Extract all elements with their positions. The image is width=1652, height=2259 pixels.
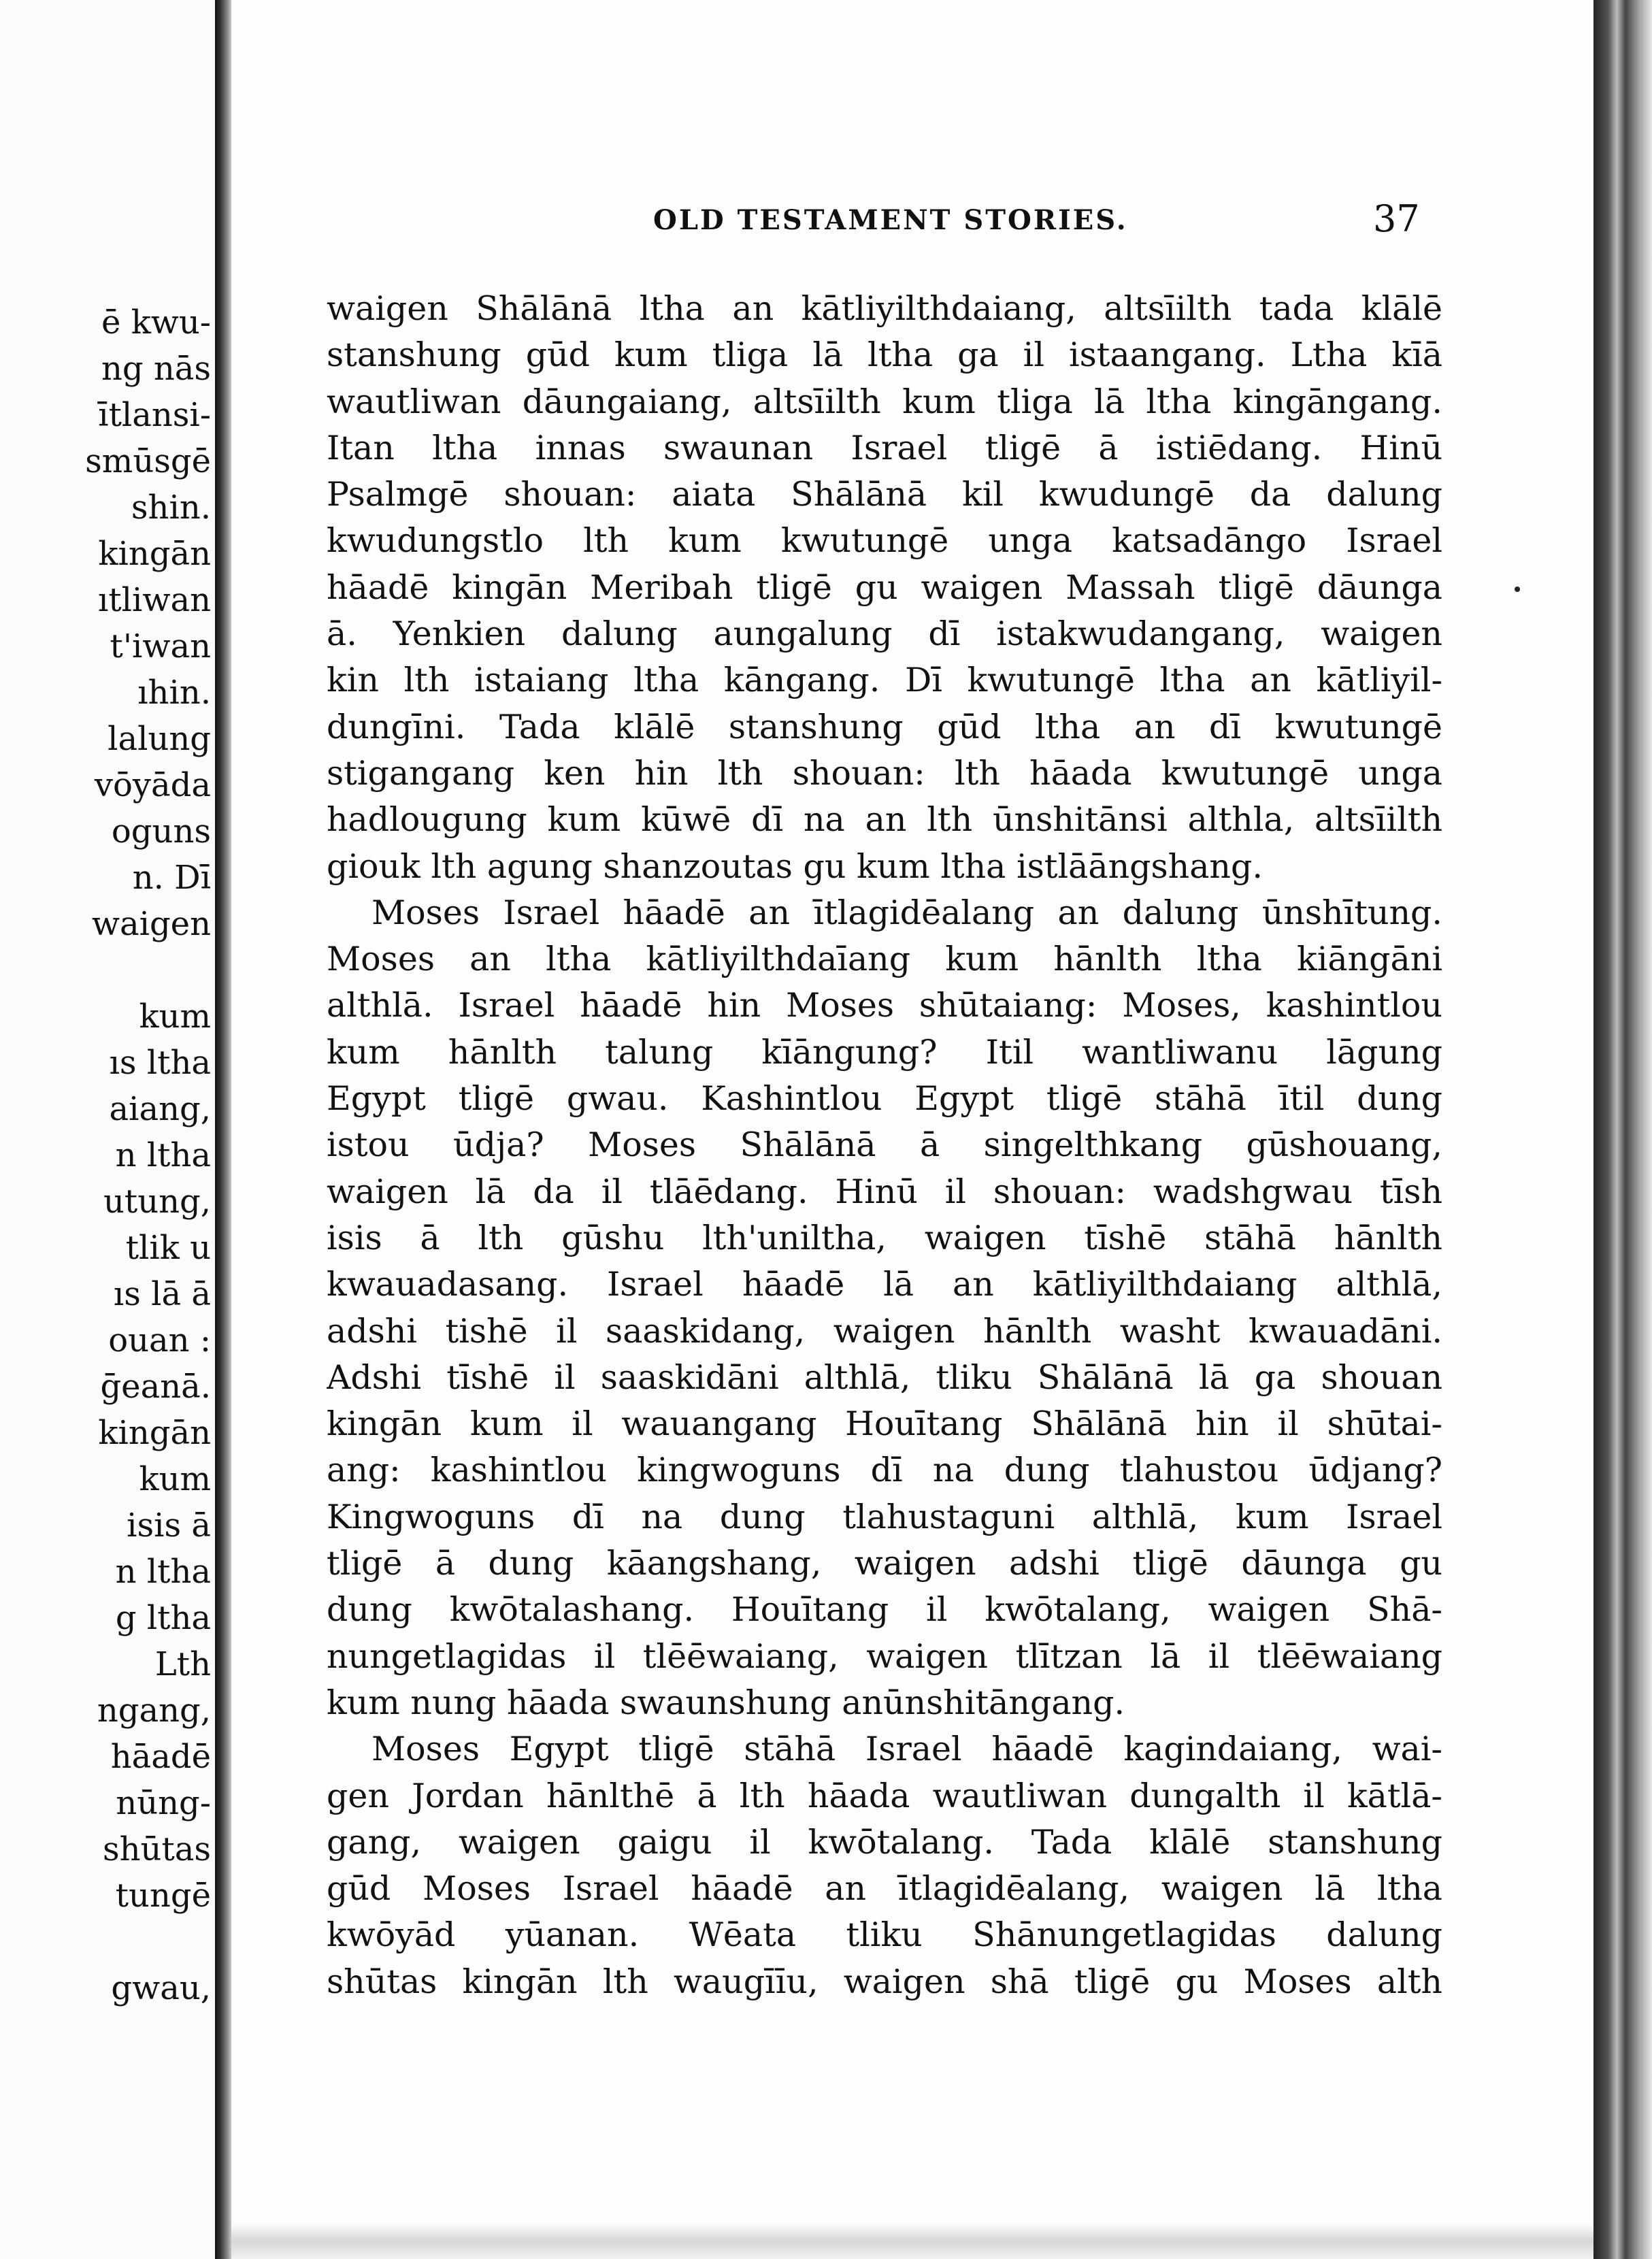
book-gutter [215,0,233,2259]
left-page-line: kingān [98,535,211,573]
body-text-line: Moses an ltha kātliyilthdaīang kum hānlth ltha kiāngāni [327,940,1442,979]
left-facing-page [0,0,218,2259]
left-page-line: kingān [98,1414,211,1452]
page-stack-edge [1593,0,1652,2259]
left-page-line: gwau, [111,1969,211,2007]
left-page-line: shūtas [103,1830,211,1868]
left-page-line [0,1919,216,1965]
body-text-line: dung kwōtalashang. Houītang il kwōtalang, waigen Shā- [327,1590,1442,1630]
left-page-line: n ltha [115,1136,211,1174]
left-page-line: ouan : [108,1321,211,1359]
left-page-line: ngang, [97,1692,211,1730]
body-text-line: Itan ltha innas swaunan Israel tligē ā istiēdang. Hinū [327,428,1442,467]
left-page-line: tungē [115,1877,211,1915]
left-page-line: lalung [108,720,211,758]
left-page-line: ḡeanā. [100,1368,211,1406]
body-text-line: kingān kum il wauangang Houītang Shālānā hin il shūtai- [327,1404,1442,1444]
left-page-line: nūng- [116,1784,211,1822]
left-page-text-column [0,299,216,2011]
left-page-line: ītlansi- [98,396,211,434]
body-text-line: istou ūdja? Moses Shālānā ā singelthkang gūshouang, [327,1125,1442,1165]
left-page-line: aiang, [109,1090,211,1128]
left-page-line: n ltha [115,1553,211,1591]
page-bottom-edge [231,2224,1593,2259]
body-text-line: giouk lth agung shanzoutas gu kum ltha istlāāngshang. [327,846,1263,886]
body-text-line: kwauadasang. Israel hāadē lā an kātliyilthdaiang althlā, [327,1265,1442,1304]
body-text-line: ang: kashintlou kingwoguns dī na dung tlahustou ūdjang? [327,1451,1442,1490]
body-text-line: kin lth istaiang ltha kāngang. Dī kwutungē ltha an kātliyil- [327,661,1442,700]
body-text-line: kwudungstlo lth kum kwutungē unga katsadāngo Israel [327,521,1442,561]
left-page-line: ıs ltha [109,1044,211,1082]
left-page-line: ē kwu- [101,303,211,342]
body-text-line: waigen lā da il tlāēdang. Hinū il shouan: wadshgwau tīsh [327,1172,1442,1211]
left-page-line: ıtliwan [98,581,211,619]
body-text-line: althlā. Israel hāadē hin Moses shūtaiang: Moses, kashintlou [327,986,1442,1025]
body-text-line: Egypt tligē gwau. Kashintlou Egypt tligē stāhā ītil dung [327,1079,1442,1119]
left-page-line: oguns [111,812,211,851]
body-text-line: gen Jordan hānlthē ā lth hāada wautliwan dungalth il kātlā- [327,1776,1442,1815]
body-text-line: gūd Moses Israel hāadē an ītlagidēalang, waigen lā ltha [327,1869,1442,1909]
body-text-line: Psalmgē shouan: aiata Shālānā kil kwudungē da dalung [327,475,1442,514]
body-text-line: kum nung hāada swaunshung anūnshitāngang. [327,1683,1125,1722]
ink-speck [1515,587,1520,592]
body-text-line: stanshung gūd kum tliga lā ltha ga il istaangang. Ltha kīā [327,335,1442,375]
left-page-line: ıhin. [137,674,211,712]
running-head: OLD TESTAMENT STORIES. [653,204,1128,236]
left-page-line: ng nās [101,350,211,388]
body-text-line: isis ā lth gūshu lth'uniltha, waigen tīshē stāhā hānlth [327,1218,1442,1257]
page-number: 37 [1373,197,1420,240]
body-text-line: wautliwan dāungaiang, altsīilth kum tliga lā ltha kingāngang. [327,382,1442,421]
body-text-line: Moses Egypt tligē stāhā Israel hāadē kagindaiang, wai- [371,1730,1442,1769]
left-page-line: isis ā [127,1506,211,1545]
body-text-line: Adshi tīshē il saaskidāni althlā, tliku Shālānā lā ga shouan [327,1357,1442,1397]
left-page-line: vōyāda [94,766,211,804]
body-text-line: Kingwoguns dī na dung tlahustaguni althlā, kum Israel [327,1497,1442,1536]
left-page-line: waigen [91,905,211,943]
body-text-line: adshi tishē il saaskidang, waigen hānlth washt kwauadāni. [327,1311,1442,1351]
left-page-line: hāadē [110,1738,211,1776]
left-page-line: tlik u [125,1229,211,1267]
left-page-line: utung, [103,1183,211,1221]
left-page-line: Lth [154,1645,211,1683]
left-page-line: t'iwan [110,627,211,665]
body-text-column [327,286,1442,2005]
body-text-line: shūtas kingān lth waugīīu, waigen shā tligē gu Moses alth [327,1962,1442,2001]
body-text-line: hāadē kingān Meribah tligē gu waigen Massah tligē dāunga [327,567,1442,607]
body-text-line: Moses Israel hāadē an ītlagidēalang an dalung ūnshītung. [371,893,1442,932]
body-text-line: nungetlagidas il tlēēwaiang, waigen tlītzan lā il tlēēwaiang [327,1636,1442,1676]
body-text-line: kwōyād yūanan. Wēata tliku Shānungetlagidas dalung [327,1915,1442,1955]
body-text-line: ā. Yenkien dalung aungalung dī istakwudangang, waigen [327,614,1442,654]
left-page-line: smūsgē [85,442,211,480]
left-page-line [0,947,216,993]
left-page-line: ıs lā ā [113,1275,211,1313]
body-text-line: dungīni. Tada klālē stanshung gūd ltha an dī kwutungē [327,707,1442,746]
body-text-line: gang, waigen gaigu il kwōtalang. Tada klālē stanshung [327,1822,1442,1862]
left-page-line: kum [139,997,211,1036]
left-page-line: kum [139,1460,211,1498]
left-page-line: n. Dī [132,859,211,897]
body-text-line: stigangang ken hin lth shouan: lth hāada kwutungē unga [327,753,1442,793]
left-page-line: g ltha [115,1599,211,1637]
body-text-line: tligē ā dung kāangshang, waigen adshi tligē dāunga gu [327,1544,1442,1583]
body-text-line: kum hānlth talung kīāngung? Itil wantliwanu lāgung [327,1032,1442,1072]
left-page-line: shin. [131,489,211,527]
body-text-line: hadlougung kum kūwē dī na an lth ūnshitānsi althla, altsīilth [327,800,1442,840]
body-text-line: waigen Shālānā ltha an kātliyilthdaiang, altsīilth tada klālē [327,289,1442,328]
